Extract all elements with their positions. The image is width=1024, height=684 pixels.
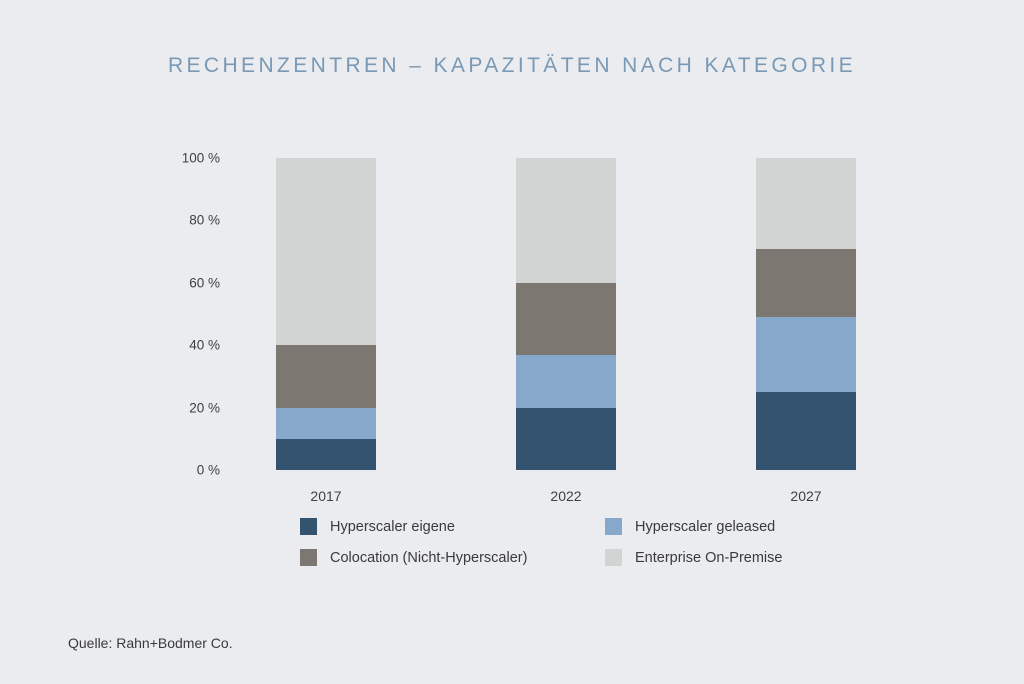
legend-item bbox=[605, 549, 860, 566]
y-axis-tick: 60 % bbox=[189, 275, 220, 291]
bar-group bbox=[516, 158, 616, 504]
bar-segment bbox=[276, 345, 376, 407]
legend-swatch-icon bbox=[605, 518, 622, 535]
bar-group bbox=[276, 158, 376, 504]
legend-label: Colocation (Nicht-Hyperscaler) bbox=[330, 549, 528, 566]
bar-segment bbox=[276, 158, 376, 345]
y-axis-labels bbox=[150, 140, 220, 478]
bar-group bbox=[756, 158, 856, 504]
bar-segment bbox=[756, 317, 856, 392]
stacked-bar bbox=[516, 158, 616, 470]
source-note: Quelle: Rahn+Bodmer Co. bbox=[68, 635, 233, 651]
x-axis-tick: 2017 bbox=[310, 488, 342, 504]
bar-segment bbox=[756, 392, 856, 470]
x-axis-tick: 2027 bbox=[790, 488, 822, 504]
legend-label: Enterprise On-Premise bbox=[635, 549, 783, 566]
bar-segment bbox=[276, 439, 376, 470]
bar-segment bbox=[516, 355, 616, 408]
y-axis-tick: 20 % bbox=[189, 400, 220, 416]
plot-area bbox=[228, 158, 928, 504]
bar-segment bbox=[276, 408, 376, 439]
legend-label: Hyperscaler geleased bbox=[635, 518, 776, 535]
y-axis-tick: 40 % bbox=[189, 337, 220, 353]
legend-swatch-icon bbox=[605, 549, 622, 566]
bar-segment bbox=[516, 158, 616, 283]
legend bbox=[300, 518, 860, 566]
y-axis-tick: 0 % bbox=[196, 462, 220, 478]
y-axis-tick: 100 % bbox=[181, 150, 220, 166]
y-axis-tick: 80 % bbox=[189, 212, 220, 228]
x-axis-tick: 2022 bbox=[550, 488, 582, 504]
bar-segment bbox=[516, 408, 616, 470]
legend-item bbox=[300, 518, 605, 535]
page-title: RECHENZENTREN – KAPAZITÄTEN NACH KATEGORIE bbox=[167, 54, 857, 77]
stacked-bar bbox=[756, 158, 856, 470]
bar-segment bbox=[756, 158, 856, 248]
legend-swatch-icon bbox=[300, 518, 317, 535]
plot-wrapper bbox=[0, 140, 1024, 504]
legend-swatch-icon bbox=[300, 549, 317, 566]
bar-segment bbox=[756, 249, 856, 318]
legend-item bbox=[605, 518, 860, 535]
bar-segment bbox=[516, 283, 616, 355]
stacked-bar bbox=[276, 158, 376, 470]
legend-label: Hyperscaler eigene bbox=[330, 518, 455, 535]
legend-item bbox=[300, 549, 605, 566]
